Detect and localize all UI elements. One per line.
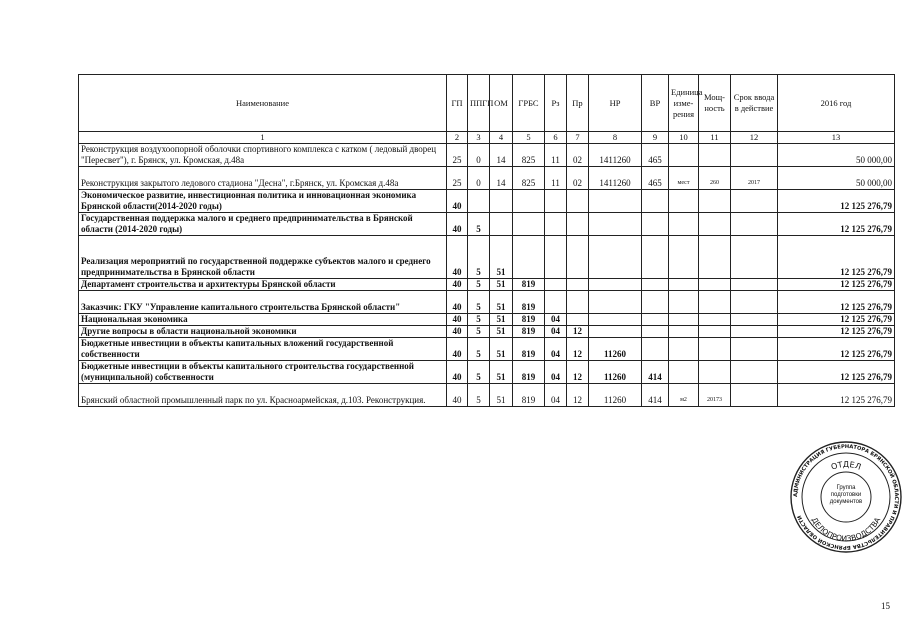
- cell-vr: [642, 236, 669, 279]
- cell-gp: 40: [447, 326, 468, 338]
- cell-om: 51: [490, 384, 513, 407]
- stamp-ring-text: АДМИНИСТРАЦИЯ ГУБЕРНАТОРА БРЯНСКОЙ ОБЛАСТИ И ПРАВИТЕЛЬСТВА БРЯНСКОЙ ОБЛАСТИ: [792, 443, 900, 551]
- header-row: [79, 75, 895, 132]
- cell-power: [699, 326, 731, 338]
- cell-unit: [669, 326, 699, 338]
- cell-vr: [642, 326, 669, 338]
- cell-vr: 465: [642, 144, 669, 167]
- cell-term: [731, 144, 778, 167]
- cell-unit: [669, 291, 699, 314]
- cell-power: [699, 291, 731, 314]
- cell-pr: [567, 291, 589, 314]
- cell-amount: 12 125 276,79: [778, 190, 895, 213]
- cell-nr: [589, 236, 642, 279]
- cell-amount: 12 125 276,79: [778, 338, 895, 361]
- column-number: 3: [468, 132, 490, 144]
- cell-pr: 02: [567, 144, 589, 167]
- cell-rz: [545, 291, 567, 314]
- header-rz: Рз: [545, 75, 567, 132]
- cell-power: 20173: [699, 384, 731, 407]
- cell-ppgp: 5: [468, 236, 490, 279]
- row-name: Бюджетные инвестиции в объекты капитальных вложений государственной собственности: [79, 338, 447, 361]
- cell-pr: [567, 314, 589, 326]
- cell-rz: 11: [545, 167, 567, 190]
- cell-ppgp: [468, 190, 490, 213]
- column-number-row: [79, 132, 895, 144]
- cell-grbs: 819: [513, 338, 545, 361]
- cell-grbs: 819: [513, 384, 545, 407]
- cell-power: [699, 213, 731, 236]
- column-number: 9: [642, 132, 669, 144]
- cell-unit: мест: [669, 167, 699, 190]
- cell-grbs: 825: [513, 167, 545, 190]
- cell-grbs: 819: [513, 279, 545, 291]
- row-name: Государственная поддержка малого и среднего предпринимательства в Брянской области (2014-2020 годы): [79, 213, 447, 236]
- header-power: Мощ-ность: [699, 75, 731, 132]
- cell-term: [731, 236, 778, 279]
- cell-om: 51: [490, 279, 513, 291]
- header-ppgp: ППГП: [468, 75, 490, 132]
- cell-ppgp: 5: [468, 338, 490, 361]
- cell-nr: 11260: [589, 361, 642, 384]
- cell-ppgp: 5: [468, 291, 490, 314]
- table-row: [79, 236, 895, 279]
- cell-om: 14: [490, 144, 513, 167]
- cell-term: [731, 291, 778, 314]
- cell-pr: 12: [567, 384, 589, 407]
- table-row: [79, 384, 895, 407]
- cell-power: [699, 361, 731, 384]
- cell-vr: [642, 213, 669, 236]
- cell-pr: 12: [567, 361, 589, 384]
- table-row: [79, 190, 895, 213]
- cell-vr: [642, 279, 669, 291]
- cell-amount: 12 125 276,79: [778, 236, 895, 279]
- cell-rz: [545, 279, 567, 291]
- header-nr: НР: [589, 75, 642, 132]
- cell-grbs: 819: [513, 361, 545, 384]
- row-name: Департамент строительства и архитектуры Брянской области: [79, 279, 447, 291]
- header-pr: Пр: [567, 75, 589, 132]
- cell-grbs: 819: [513, 314, 545, 326]
- cell-gp: 40: [447, 279, 468, 291]
- cell-unit: [669, 361, 699, 384]
- cell-om: [490, 213, 513, 236]
- cell-amount: 50 000,00: [778, 144, 895, 167]
- cell-ppgp: 5: [468, 384, 490, 407]
- cell-nr: [589, 291, 642, 314]
- cell-gp: 40: [447, 361, 468, 384]
- header-vr: ВР: [642, 75, 669, 132]
- cell-vr: [642, 338, 669, 361]
- column-number: 5: [513, 132, 545, 144]
- column-number: 7: [567, 132, 589, 144]
- table-row: [79, 326, 895, 338]
- table-row: [79, 167, 895, 190]
- cell-vr: [642, 190, 669, 213]
- cell-rz: 11: [545, 144, 567, 167]
- cell-ppgp: 0: [468, 144, 490, 167]
- cell-ppgp: 5: [468, 361, 490, 384]
- cell-om: 51: [490, 236, 513, 279]
- cell-rz: [545, 190, 567, 213]
- row-name: Реализация мероприятий по государственной поддержке субъектов малого и среднего предпринимательства в Брянской области: [79, 236, 447, 279]
- cell-gp: 40: [447, 338, 468, 361]
- cell-om: 51: [490, 314, 513, 326]
- table-row: [79, 314, 895, 326]
- header-om: ОМ: [490, 75, 513, 132]
- cell-grbs: 825: [513, 144, 545, 167]
- cell-ppgp: 5: [468, 314, 490, 326]
- row-name: Другие вопросы в области национальной экономики: [79, 326, 447, 338]
- cell-nr: [589, 190, 642, 213]
- table-row: [79, 144, 895, 167]
- cell-power: 260: [699, 167, 731, 190]
- stamp-arc-bottom: ДЕЛОПРОИЗВОДСТВА: [809, 515, 883, 544]
- cell-om: [490, 190, 513, 213]
- table-row: [79, 279, 895, 291]
- row-name: Брянский областной промышленный парк по ул. Красноармейская, д.103. Реконструкция.: [79, 384, 447, 407]
- cell-term: [731, 279, 778, 291]
- cell-rz: [545, 236, 567, 279]
- stamp-center-text: Группа подготовки документов: [829, 485, 863, 505]
- cell-nr: [589, 314, 642, 326]
- row-name: Бюджетные инвестиции в объекты капитального строительства государственной (муниципальной) собственности: [79, 361, 447, 384]
- cell-amount: 12 125 276,79: [778, 279, 895, 291]
- cell-om: 51: [490, 291, 513, 314]
- cell-term: [731, 326, 778, 338]
- cell-unit: [669, 338, 699, 361]
- cell-grbs: [513, 190, 545, 213]
- cell-unit: м2: [669, 384, 699, 407]
- cell-grbs: 819: [513, 326, 545, 338]
- cell-nr: [589, 279, 642, 291]
- cell-power: [699, 144, 731, 167]
- cell-term: [731, 384, 778, 407]
- cell-amount: 12 125 276,79: [778, 384, 895, 407]
- table-row: [79, 338, 895, 361]
- row-name: Реконструкция воздухоопорной оболочки спортивного комплекса с катком ( ледовый дворец "Пересвет"), г. Брянск, ул. Кромская, д.48а: [79, 144, 447, 167]
- cell-gp: 25: [447, 144, 468, 167]
- cell-rz: [545, 213, 567, 236]
- office-stamp: [790, 441, 902, 553]
- column-number: 12: [731, 132, 778, 144]
- cell-nr: 11260: [589, 384, 642, 407]
- cell-amount: 50 000,00: [778, 167, 895, 190]
- cell-nr: [589, 326, 642, 338]
- header-name: Наименование: [79, 75, 447, 132]
- header-year: 2016 год: [778, 75, 895, 132]
- cell-power: [699, 190, 731, 213]
- cell-power: [699, 314, 731, 326]
- cell-grbs: [513, 236, 545, 279]
- cell-gp: 40: [447, 291, 468, 314]
- cell-pr: 02: [567, 167, 589, 190]
- cell-vr: [642, 291, 669, 314]
- cell-amount: 12 125 276,79: [778, 213, 895, 236]
- cell-unit: [669, 213, 699, 236]
- column-number: 10: [669, 132, 699, 144]
- cell-om: 51: [490, 326, 513, 338]
- table-row: [79, 291, 895, 314]
- column-number: 8: [589, 132, 642, 144]
- header-grbs: ГРБС: [513, 75, 545, 132]
- cell-vr: 465: [642, 167, 669, 190]
- cell-pr: [567, 236, 589, 279]
- svg-text:ОТДЕЛ: [830, 460, 862, 472]
- cell-pr: 12: [567, 326, 589, 338]
- cell-term: [731, 190, 778, 213]
- cell-unit: [669, 314, 699, 326]
- cell-unit: [669, 190, 699, 213]
- cell-amount: 12 125 276,79: [778, 326, 895, 338]
- cell-ppgp: 0: [468, 167, 490, 190]
- header-term: Срок ввода в действие: [731, 75, 778, 132]
- column-number: 6: [545, 132, 567, 144]
- cell-gp: 40: [447, 314, 468, 326]
- column-number: 11: [699, 132, 731, 144]
- cell-rz: 04: [545, 314, 567, 326]
- cell-nr: 1411260: [589, 144, 642, 167]
- cell-rz: 04: [545, 338, 567, 361]
- row-name: Реконструкция закрытого ледового стадиона "Десна", г.Брянск, ул. Кромская д.48а: [79, 167, 447, 190]
- cell-pr: 12: [567, 338, 589, 361]
- stamp-arc-top: ОТДЕЛ: [829, 460, 863, 472]
- cell-gp: 40: [447, 384, 468, 407]
- cell-power: [699, 279, 731, 291]
- row-name: Экономическое развитие, инвестиционная политика и инновационная экономика Брянской области(2014-2020 годы): [79, 190, 447, 213]
- cell-term: [731, 314, 778, 326]
- cell-nr: 1411260: [589, 167, 642, 190]
- page-number: 15: [881, 601, 890, 611]
- column-number: 4: [490, 132, 513, 144]
- cell-rz: 04: [545, 361, 567, 384]
- cell-unit: [669, 279, 699, 291]
- table-row: [79, 213, 895, 236]
- cell-om: 14: [490, 167, 513, 190]
- cell-amount: 12 125 276,79: [778, 314, 895, 326]
- cell-vr: 414: [642, 384, 669, 407]
- cell-unit: [669, 236, 699, 279]
- column-number: 13: [778, 132, 895, 144]
- cell-ppgp: 5: [468, 213, 490, 236]
- cell-unit: [669, 144, 699, 167]
- cell-ppgp: 5: [468, 326, 490, 338]
- row-name: Национальная экономика: [79, 314, 447, 326]
- header-unit: Единица изме-рения: [669, 75, 699, 132]
- cell-pr: [567, 190, 589, 213]
- cell-term: [731, 213, 778, 236]
- cell-gp: 25: [447, 167, 468, 190]
- cell-rz: 04: [545, 326, 567, 338]
- cell-amount: 12 125 276,79: [778, 291, 895, 314]
- cell-nr: 11260: [589, 338, 642, 361]
- cell-om: 51: [490, 338, 513, 361]
- cell-term: [731, 338, 778, 361]
- cell-gp: 40: [447, 213, 468, 236]
- header-gp: ГП: [447, 75, 468, 132]
- cell-om: 51: [490, 361, 513, 384]
- column-number: 2: [447, 132, 468, 144]
- cell-gp: 40: [447, 190, 468, 213]
- column-number: 1: [79, 132, 447, 144]
- cell-term: [731, 361, 778, 384]
- row-name: Заказчик: ГКУ "Управление капитального строительства Брянской области": [79, 291, 447, 314]
- cell-amount: 12 125 276,79: [778, 361, 895, 384]
- cell-vr: [642, 314, 669, 326]
- cell-ppgp: 5: [468, 279, 490, 291]
- cell-grbs: 819: [513, 291, 545, 314]
- cell-power: [699, 338, 731, 361]
- cell-power: [699, 236, 731, 279]
- cell-pr: [567, 279, 589, 291]
- cell-gp: 40: [447, 236, 468, 279]
- cell-term: 2017: [731, 167, 778, 190]
- cell-nr: [589, 213, 642, 236]
- cell-rz: 04: [545, 384, 567, 407]
- cell-grbs: [513, 213, 545, 236]
- table-row: [79, 361, 895, 384]
- cell-vr: 414: [642, 361, 669, 384]
- budget-table: [78, 74, 895, 407]
- cell-pr: [567, 213, 589, 236]
